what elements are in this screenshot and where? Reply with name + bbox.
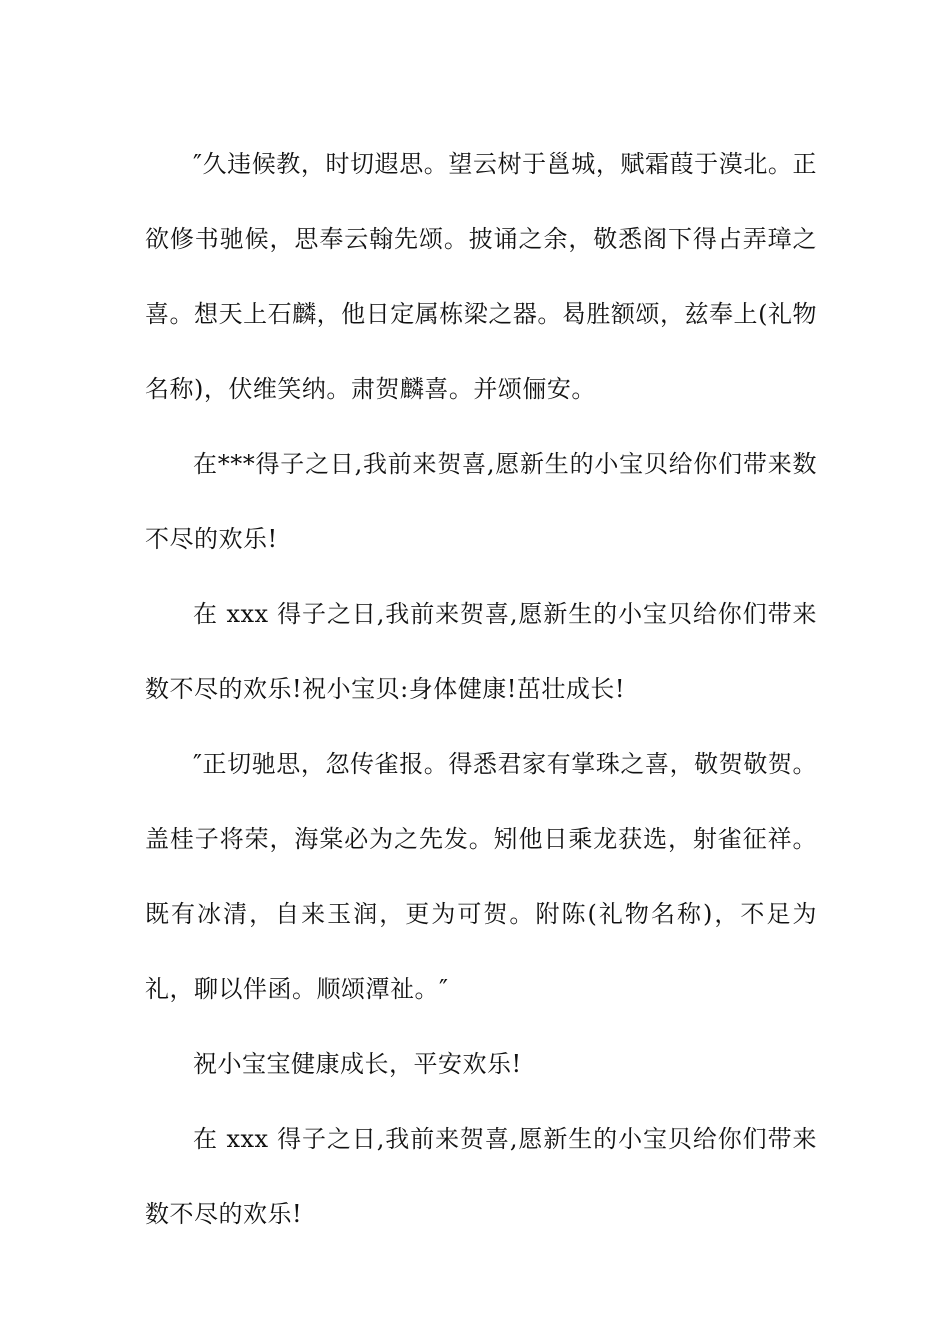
document-body: [145, 127, 817, 1252]
paragraph-blessing-3: 祝小宝宝健康成长，平安欢乐!: [193, 1050, 522, 1078]
paragraph-congratulation-letter-son: ″久违候教，时切遐思。望云树于邕城，赋霜葭于漠北。正欲修书驰候，思奉云翰先颂。披诵之余，敬悉阁下得占弄璋之喜。想天上石麟，他日定属栋梁之器。曷胜额颂，兹奉上(礼物名称)，伏维笑纳。肃贺麟喜。并颂俪安。: [145, 150, 817, 403]
paragraph-blessing-1: 在***得子之日,我前来贺喜,愿新生的小宝贝给你们带来数不尽的欢乐!: [145, 450, 817, 553]
paragraph-congratulation-letter-daughter: ″正切驰思，忽传雀报。得悉君家有掌珠之喜，敬贺敬贺。盖桂子将荣，海棠必为之先发。矧他日乘龙获选，射雀征祥。既有冰清，自来玉润，更为可贺。附陈(礼物名称)，不足为礼，聊以伴函。顺颂潭祉。″: [145, 750, 817, 1003]
paragraph-blessing-4: 在 xxx 得子之日,我前来贺喜,愿新生的小宝贝给你们带来数不尽的欢乐!: [145, 1125, 817, 1228]
paragraph-blessing-2: 在 xxx 得子之日,我前来贺喜,愿新生的小宝贝给你们带来数不尽的欢乐!祝小宝贝:身体健康!茁壮成长!: [145, 600, 817, 703]
